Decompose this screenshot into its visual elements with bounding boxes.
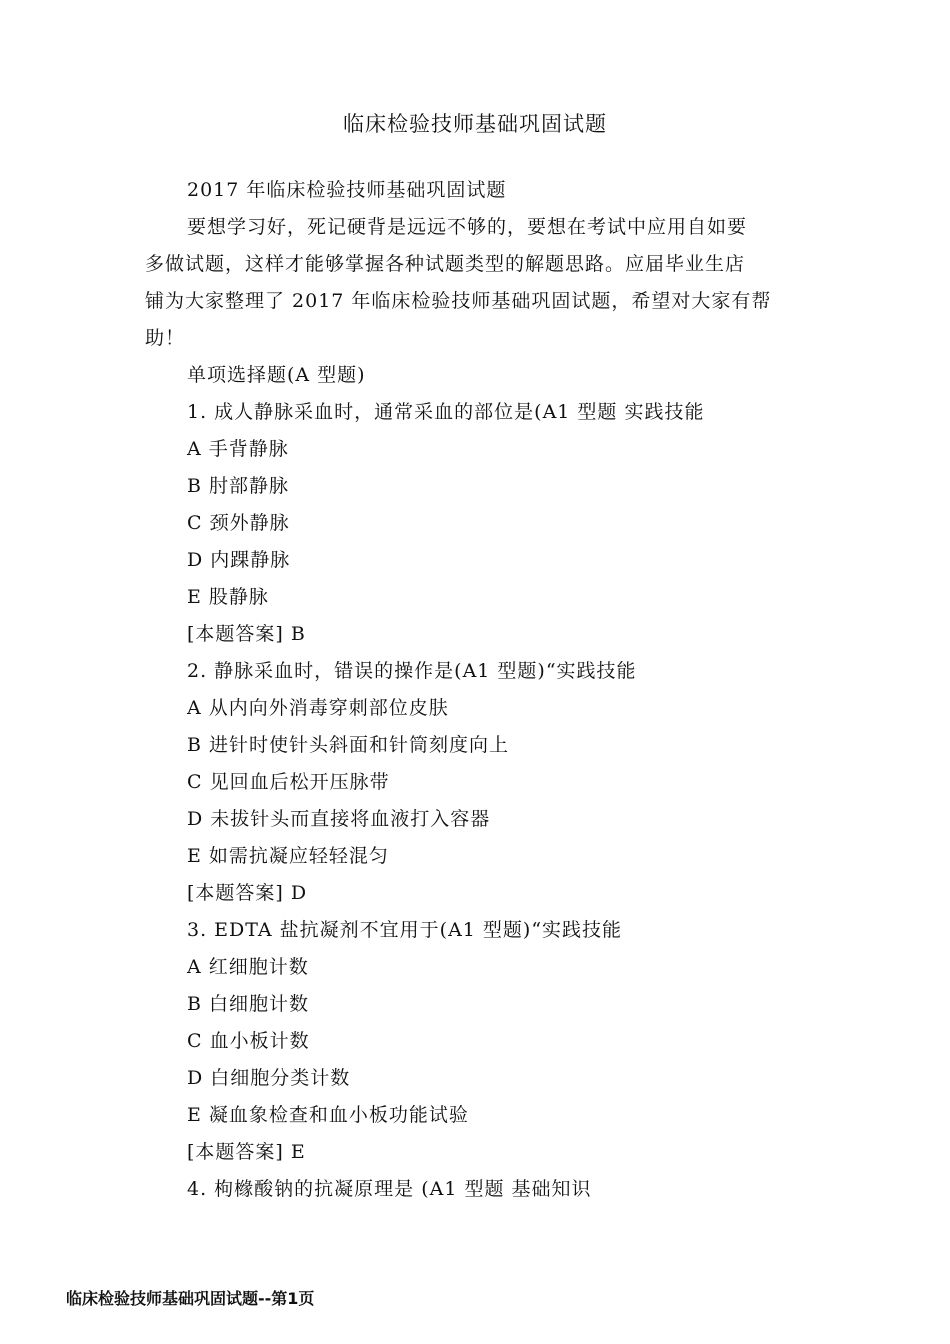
- question-2-option-b: B 进针时使针头斜面和针筒刻度向上: [187, 734, 510, 756]
- question-2-stem: 2. 静脉采血时，错误的操作是(A1 型题)“实践技能: [187, 660, 637, 682]
- question-2-option-e: E 如需抗凝应轻轻混匀: [187, 845, 389, 867]
- question-3-stem: 3. EDTA 盐抗凝剂不宜用于(A1 型题)“实践技能: [187, 919, 623, 941]
- question-2-option-a: A 从内向外消毒穿刺部位皮肤: [187, 697, 449, 719]
- question-1-option-c: C 颈外静脉: [187, 512, 290, 534]
- section-heading: 单项选择题(A 型题): [187, 364, 366, 386]
- question-1-option-e: E 股静脉: [187, 586, 269, 608]
- question-1-option-d: D 内踝静脉: [187, 549, 291, 571]
- subtitle: 2017 年临床检验技师基础巩固试题: [187, 179, 507, 201]
- page-footer: 临床检验技师基础巩固试题--第1页: [66, 1289, 315, 1308]
- intro-line-3: 铺为大家整理了 2017 年临床检验技师基础巩固试题，希望对大家有帮: [145, 290, 772, 312]
- question-3-option-e: E 凝血象检查和血小板功能试验: [187, 1104, 469, 1126]
- question-1-option-a: A 手背静脉: [187, 438, 289, 460]
- question-3-option-d: D 白细胞分类计数: [187, 1067, 351, 1089]
- question-2-option-c: C 见回血后松开压脉带: [187, 771, 390, 793]
- question-1-option-b: B 肘部静脉: [187, 475, 290, 497]
- question-3-option-a: A 红细胞计数: [187, 956, 309, 978]
- question-2-option-d: D 未拔针头而直接将血液打入容器: [187, 808, 491, 830]
- question-3-option-c: C 血小板计数: [187, 1030, 310, 1052]
- document-title: 临床检验技师基础巩固试题: [343, 112, 607, 136]
- intro-line-4: 助！: [145, 327, 186, 349]
- intro-line-1: 要想学习好，死记硬背是远远不够的，要想在考试中应用自如要: [187, 216, 748, 238]
- question-2-answer: [本题答案] D: [187, 882, 308, 904]
- question-1-answer: [本题答案] B: [187, 623, 306, 645]
- question-3-answer: [本题答案] E: [187, 1141, 306, 1163]
- question-1-stem: 1. 成人静脉采血时，通常采血的部位是(A1 型题 实践技能: [187, 401, 705, 423]
- question-3-option-b: B 白细胞计数: [187, 993, 310, 1015]
- intro-line-2: 多做试题，这样才能够掌握各种试题类型的解题思路。应届毕业生店: [145, 253, 746, 275]
- question-4-stem: 4. 枸橼酸钠的抗凝原理是 (A1 型题 基础知识: [187, 1178, 592, 1200]
